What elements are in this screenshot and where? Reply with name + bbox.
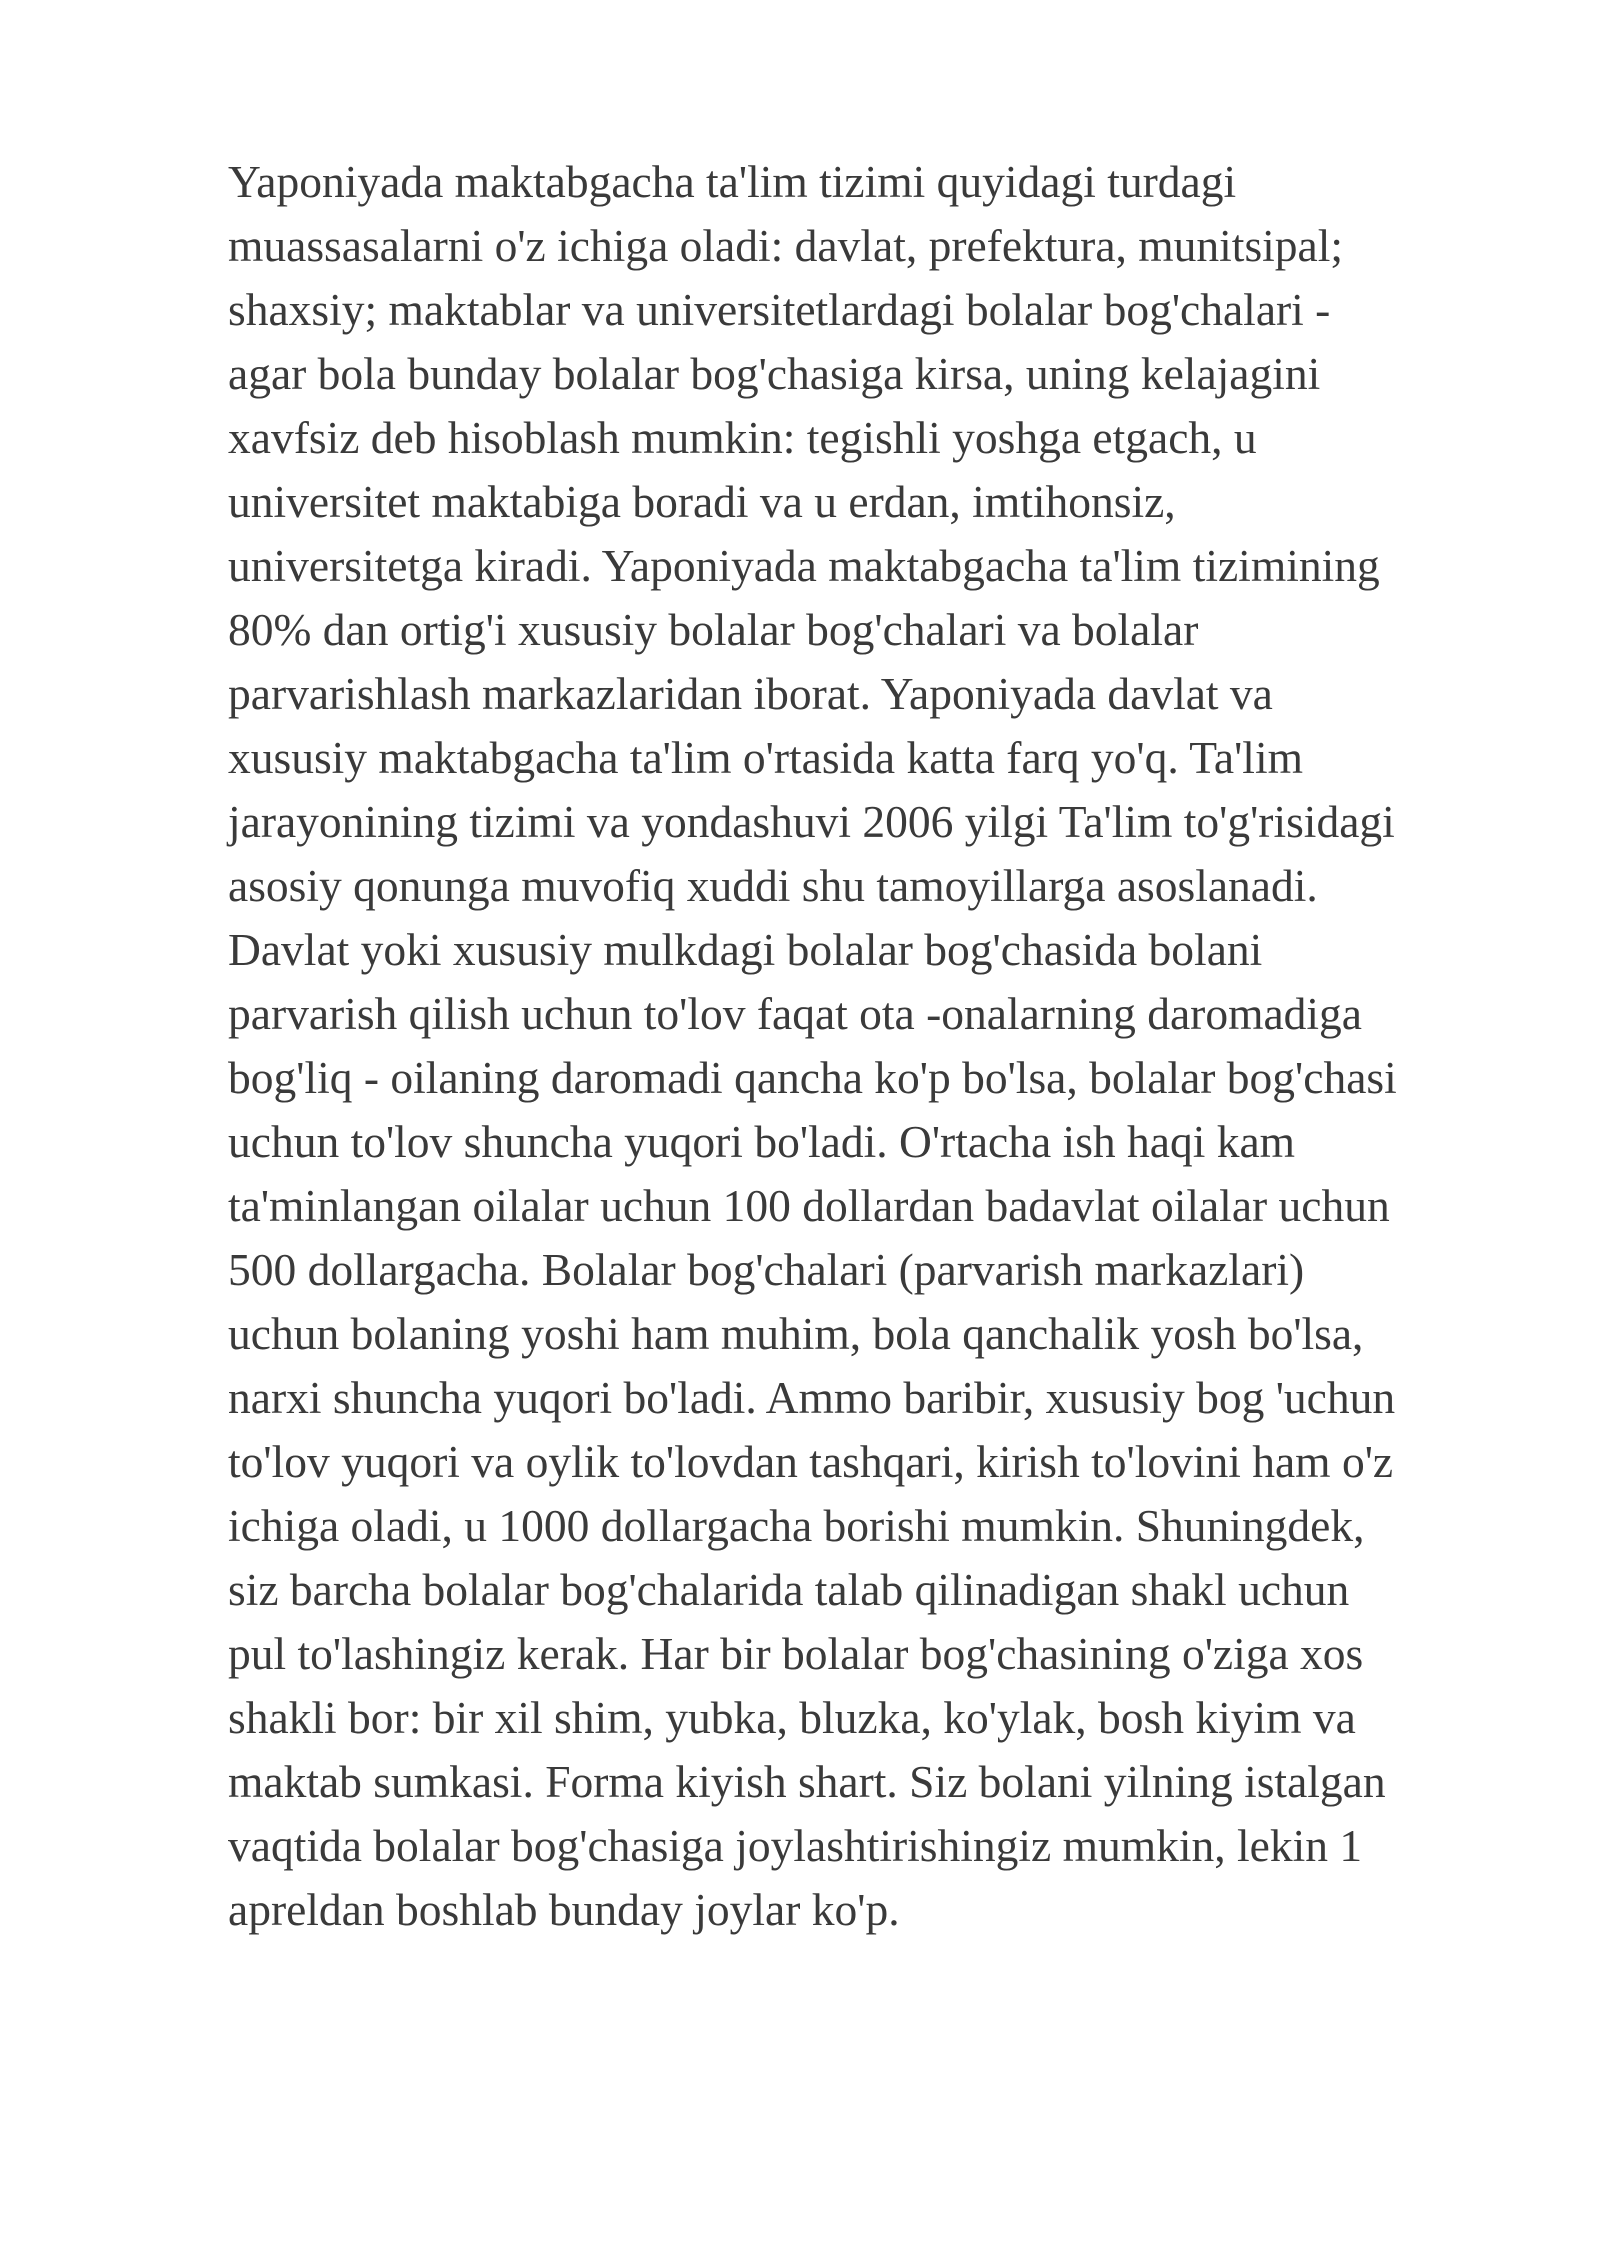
- text-line: narxi shuncha yuqori bo'ladi. Ammo baribir, xususiy bog 'uchun: [228, 1372, 1396, 1423]
- text-line: maktab sumkasi. Forma kiyish shart. Siz bolani yilning istalgan: [228, 1756, 1386, 1807]
- text-line: 500 dollargacha. Bolalar bog'chalari (parvarish markazlari): [228, 1244, 1305, 1295]
- text-line: ichiga oladi, u 1000 dollargacha borishi mumkin. Shuningdek,: [228, 1500, 1365, 1551]
- text-line: muassasalarni o'z ichiga oladi: davlat, prefektura, munitsipal;: [228, 220, 1344, 271]
- text-line: shakli bor: bir xil shim, yubka, bluzka, ko'ylak, bosh kiyim va: [228, 1692, 1356, 1743]
- text-line: ta'minlangan oilalar uchun 100 dollardan badavlat oilalar uchun: [228, 1180, 1390, 1231]
- text-line: asosiy qonunga muvofiq xuddi shu tamoyillarga asoslanadi.: [228, 860, 1318, 911]
- text-line: shaxsiy; maktablar va universitetlardagi bolalar bog'chalari -: [228, 284, 1331, 335]
- text-line: apreldan boshlab bunday joylar ko'p.: [228, 1884, 900, 1935]
- text-line: siz barcha bolalar bog'chalarida talab qilinadigan shakl uchun: [228, 1564, 1350, 1615]
- text-line: parvarishlash markazlaridan iborat. Yaponiyada davlat va: [228, 668, 1273, 719]
- text-line: xavfsiz deb hisoblash mumkin: tegishli yoshga etgach, u: [228, 412, 1257, 463]
- text-line: Davlat yoki xususiy mulkdagi bolalar bog'chasida bolani: [228, 924, 1263, 975]
- text-line: to'lov yuqori va oylik to'lovdan tashqari, kirish to'lovini ham o'z: [228, 1436, 1394, 1487]
- text-line: uchun to'lov shuncha yuqori bo'ladi. O'rtacha ish haqi kam: [228, 1116, 1296, 1167]
- text-line: parvarish qilish uchun to'lov faqat ota -onalarning daromadiga: [228, 988, 1362, 1039]
- text-line: uchun bolaning yoshi ham muhim, bola qanchalik yosh bo'lsa,: [228, 1308, 1364, 1359]
- text-line: jarayonining tizimi va yondashuvi 2006 yilgi Ta'lim to'g'risidagi: [228, 796, 1395, 847]
- text-line: universitet maktabiga boradi va u erdan, imtihonsiz,: [228, 476, 1176, 527]
- text-line: vaqtida bolalar bog'chasiga joylashtirishingiz mumkin, lekin 1: [228, 1820, 1363, 1871]
- text-line: pul to'lashingiz kerak. Har bir bolalar bog'chasining o'ziga xos: [228, 1628, 1364, 1679]
- text-line: 80% dan ortig'i xususiy bolalar bog'chalari va bolalar: [228, 604, 1199, 655]
- text-line: bog'liq - oilaning daromadi qancha ko'p bo'lsa, bolalar bog'chasi: [228, 1052, 1397, 1103]
- text-line: xususiy maktabgacha ta'lim o'rtasida katta farq yo'q. Ta'lim: [228, 732, 1303, 783]
- body-paragraph: [228, 150, 1528, 1942]
- text-line: agar bola bunday bolalar bog'chasiga kirsa, uning kelajagini: [228, 348, 1321, 399]
- text-line: Yaponiyada maktabgacha ta'lim tizimi quyidagi turdagi: [228, 156, 1237, 207]
- text-line: universitetga kiradi. Yaponiyada maktabgacha ta'lim tizimining: [228, 540, 1380, 591]
